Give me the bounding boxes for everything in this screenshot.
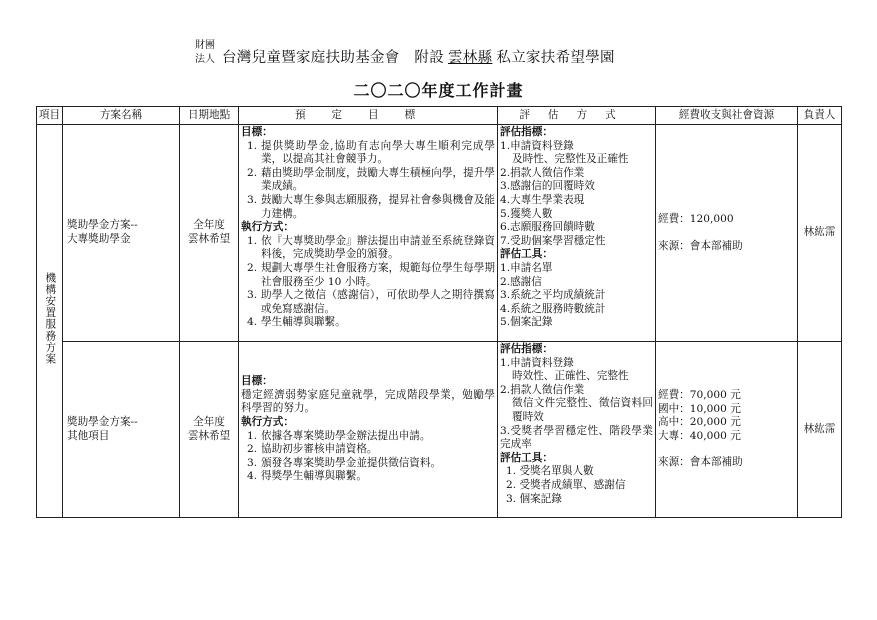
date-location-cell	[180, 125, 239, 342]
goal-label: 目標：	[241, 375, 273, 388]
list-item: 2.捐款人徵信作業	[500, 166, 585, 179]
location-text: 雲林希望	[187, 429, 231, 442]
page-title: 二〇二〇年度工作計畫	[353, 81, 524, 100]
list-item: 7.受助個案學習穩定性	[500, 234, 606, 247]
col-header-date: 日期地點	[180, 107, 239, 125]
eval-label: 評估指標：	[500, 343, 553, 355]
category-label: 機構安置服務方案	[44, 272, 57, 366]
responsible-name: 林紘霈	[803, 422, 836, 435]
evaluation-cell	[498, 342, 656, 518]
org-county: 雲林縣	[448, 50, 493, 66]
goal-cell	[239, 125, 498, 342]
col-header-eval: 評估方式	[498, 107, 656, 125]
col-header-goal: 預定目標	[239, 107, 498, 125]
list-item: 3. 個案記錄	[506, 492, 562, 505]
program-name-line: 大專獎助學金	[67, 233, 131, 245]
budget-amount: 國中：10,000 元	[658, 402, 741, 415]
table-row	[37, 342, 842, 518]
org-name-prefix: 台灣兒童暨家庭扶助基金會 附設	[222, 50, 444, 66]
list-item: 時效性、正確性、完整性	[512, 370, 629, 383]
eval-label: 評估指標：	[500, 126, 553, 138]
tool-label: 評估工具：	[500, 248, 553, 261]
work-plan-table	[36, 106, 842, 518]
list-item: 6.志願服務回饋時數	[500, 221, 595, 234]
document-header	[0, 40, 877, 74]
method-list	[241, 430, 495, 484]
list-item: 1. 依據各專案獎助學金辦法提出申請。	[247, 429, 431, 442]
list-item: 5.獲獎人數	[500, 207, 553, 220]
responsible-cell	[798, 342, 842, 518]
responsible-cell	[798, 125, 842, 342]
date-location-cell	[180, 342, 239, 518]
col-header-item: 項目	[37, 107, 63, 125]
budget-cell	[656, 342, 798, 518]
budget-amount: 經費：70,000 元	[658, 389, 741, 402]
col-header-responsible: 負責人	[798, 107, 842, 125]
program-name-line: 獎助學金方案--	[67, 219, 138, 232]
list-item: 3.系統之平均成績統計	[500, 289, 606, 302]
tool-label: 評估工具：	[500, 451, 553, 464]
org-name-suffix: 私立家扶希望學園	[496, 50, 615, 66]
list-item: 4.系統之服務時數統計	[500, 302, 606, 315]
program-name-line: 獎助學金方案--	[67, 415, 138, 428]
col-header-name: 方案名稱	[63, 107, 180, 125]
program-name-cell	[63, 342, 180, 518]
list-item: 2. 藉由獎助學金制度，鼓勵大專生積極向學，提升學業成績。	[247, 166, 495, 193]
program-name-cell	[63, 125, 180, 342]
list-item: 3.受獎者學習穩定性、階段學業完成率	[500, 424, 653, 451]
method-label: 執行方式：	[241, 415, 294, 428]
list-item: 3. 鼓勵大專生參與志願服務，提昇社會參與機會及能力建構。	[247, 193, 495, 220]
list-item: 5.個案記錄	[500, 316, 553, 329]
list-item: 徵信文件完整性、徵信資料回覆時效	[512, 397, 653, 423]
list-item: 1. 提供獎助學金,協助有志向學大專生順利完成學業，以提高其社會競爭力。	[247, 139, 495, 166]
method-list	[241, 235, 495, 330]
org-type-line2: 法人	[195, 54, 215, 65]
list-item: 4. 學生輔導與聯繫。	[247, 316, 346, 329]
list-item: 及時性、完整性及正確性	[512, 153, 629, 166]
goal-list	[241, 140, 495, 222]
list-item: 1. 依『大專獎助學金』辦法提出申請並至系統登錄資料後，完成獎助學金的頒發。	[247, 234, 495, 261]
goal-label: 目標：	[241, 126, 273, 138]
budget-source: 來源：會本部補助	[658, 456, 743, 469]
date-text: 全年度	[193, 219, 225, 232]
list-item: 1.申請名單	[500, 261, 553, 274]
date-text: 全年度	[193, 415, 225, 428]
table-header-row	[37, 107, 842, 125]
list-item: 2. 協助初步審核申請資格。	[247, 443, 378, 456]
budget-cell	[656, 125, 798, 342]
budget-amount: 大專：40,000 元	[658, 429, 741, 442]
list-item: 2.捐款人徵信作業	[500, 383, 585, 396]
col-header-budget: 經費收支與社會資源	[656, 107, 798, 125]
category-cell	[37, 125, 63, 518]
list-item: 1.申請資料登錄	[500, 139, 574, 152]
list-item: 3. 助學人之徵信（感謝信），可依助學人之期待撰寫或免寫感謝信。	[247, 289, 495, 315]
list-item: 3. 頒發各專案獎助學金並提供徵信資料。	[247, 456, 442, 469]
budget-amount: 高中：20,000 元	[658, 416, 741, 429]
budget-source: 來源：會本部補助	[658, 239, 743, 252]
list-item: 1. 受獎名單與人數	[506, 465, 594, 478]
evaluation-cell	[498, 125, 656, 342]
list-item: 1.申請資料登錄	[500, 356, 574, 369]
responsible-name: 林紘霈	[803, 226, 836, 239]
list-item: 4. 得獎學生輔導與聯繫。	[247, 470, 367, 483]
method-label: 執行方式：	[241, 221, 294, 234]
org-name	[222, 46, 615, 67]
list-item: 2. 規劃大專學生社會服務方案，規範每位學生每學期社會服務至少 10 小時。	[247, 261, 495, 288]
org-type-line1: 財團	[195, 40, 215, 51]
location-text: 雲林希望	[187, 233, 231, 245]
table-row	[37, 125, 842, 342]
goal-text: 穩定經濟弱勢家庭兒童就學，完成階段學業，勉勵學科學習的努力。	[241, 388, 495, 415]
list-item: 2.感謝信	[500, 275, 542, 288]
list-item: 4.大專生學業表現	[500, 193, 585, 206]
goal-cell	[239, 342, 498, 518]
list-item: 3.感謝信的回覆時效	[500, 180, 595, 193]
budget-amount: 經費：120,000	[658, 212, 734, 225]
program-name-line: 其他項目	[67, 429, 110, 442]
list-item: 2. 受獎者成績單、感謝信	[506, 478, 626, 491]
